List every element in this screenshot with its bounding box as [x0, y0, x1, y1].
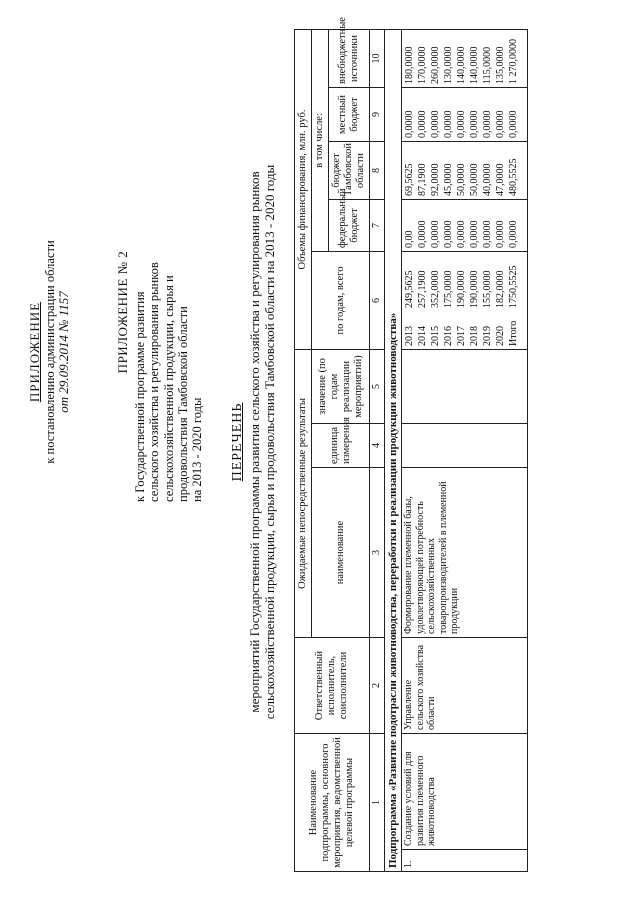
federal-values-value: 0,0000 [508, 220, 520, 248]
measure-executor: Управление сельского хозяйства области [402, 638, 522, 734]
total-column-value: 249,5625 [404, 270, 416, 308]
total-column-value: 1750,5525 [508, 265, 520, 308]
column-number: 8 [370, 142, 385, 200]
measure-row [402, 29, 522, 871]
years-column-value: 2014 [417, 326, 429, 346]
years-column-value: 2020 [495, 326, 507, 346]
by-years-header: по годам, всего [312, 252, 370, 350]
spacer-cell [521, 424, 528, 468]
years-column-value: 2019 [482, 326, 494, 346]
federal-column [402, 200, 522, 252]
total-column-value: 155,0000 [482, 270, 494, 308]
result-name-header: наименование [312, 468, 370, 638]
spacer-cell [521, 850, 528, 872]
appendix-2-line: продовольствия Тамбовской области [176, 306, 191, 502]
extra-column [402, 29, 522, 87]
regional-values-value: 87,1900 [417, 163, 429, 196]
total-column-value: 175,0000 [443, 270, 455, 308]
appendix-header [28, 112, 72, 592]
spacer-cell [521, 638, 528, 734]
federal-values-value: 0,0000 [456, 220, 468, 248]
extra-values-value: 135,0000 [495, 46, 507, 84]
extra-values-value: 180,0000 [404, 46, 416, 84]
total-column [403, 266, 520, 309]
column-number: 9 [370, 88, 385, 142]
local-values-value: 0,0000 [430, 110, 442, 138]
total-column-value: 190,0000 [469, 270, 481, 308]
years-column-value: 2017 [456, 326, 468, 346]
extra-values-value: 140,0000 [456, 46, 468, 84]
column-number: 4 [370, 424, 385, 468]
spacer-cell [521, 252, 528, 350]
federal-values-value: 0,0000 [430, 220, 442, 248]
including-header: в том числе: [312, 29, 329, 251]
federal-values [403, 203, 520, 248]
col2-header: Ответственный исполнитель, соисполнители [295, 638, 370, 734]
column-number: 3 [370, 468, 385, 638]
regional-values-value: 69,5625 [404, 163, 416, 196]
extra-values-value: 260,0000 [430, 46, 442, 84]
local-values-value: 0,0000 [443, 110, 455, 138]
extra-values-value: 115,0000 [482, 46, 494, 84]
measure-name: Создание условий для развития племенного животноводства [402, 734, 522, 850]
years-column [403, 308, 520, 346]
extra-values-value: 140,0000 [469, 46, 481, 84]
local-values-value: 0,0000 [404, 110, 416, 138]
appendix-2-line: на 2013 - 2020 годы [190, 397, 205, 502]
column-number: 5 [370, 350, 385, 424]
table-bottom [521, 29, 528, 871]
regional-values-value: 40,0000 [482, 163, 494, 196]
spacer-cell [521, 142, 528, 200]
regional-header: бюджет Тамбовской области [329, 142, 370, 200]
column-number: 10 [370, 29, 385, 87]
appendix-2-line: сельского хозяйства и регулирования рынков [147, 262, 162, 502]
header-row-1 [295, 29, 312, 871]
appendix-line-1: к постановлению администрации области [42, 240, 57, 464]
result-unit-header: единица измерения [312, 424, 370, 468]
list-subtitle-1: мероприятий Государственной программы развития сельского хозяйства и регулирования рынков [247, 171, 263, 713]
extra-values-value: 170,0000 [417, 46, 429, 84]
regional-values [403, 145, 520, 196]
list-title: ПЕРЕЧЕНЬ [230, 402, 245, 482]
local-values-value: 0,0000 [417, 110, 429, 138]
regional-values-value: 92,0000 [430, 163, 442, 196]
col1-header: Наименование подпрограммы, основного мероприятия, ведомственной целевой программы [295, 734, 370, 872]
local-values-value: 0,0000 [469, 110, 481, 138]
result-value-cell [402, 350, 522, 424]
local-values-value: 0,0000 [508, 110, 520, 138]
federal-values-value: 0,0000 [495, 220, 507, 248]
column-number: 1 [370, 734, 385, 872]
column-numbers-row [370, 29, 385, 871]
measure-result: Формирование племенной базы, удовлетворяющей потребность сельскохозяйственных товаропроизводителей в племенной продукции [402, 468, 522, 638]
column-number: 2 [370, 638, 385, 734]
extra-header: внебюджетные источники [329, 29, 370, 87]
years-column-value: 2018 [469, 326, 481, 346]
federal-values-value: 0,0000 [469, 220, 481, 248]
appendix-2-line: сельскохозяйственной продукции, сырья и [161, 275, 176, 502]
regional-values-value: 50,0000 [456, 163, 468, 196]
regional-values-value: 45,0000 [443, 163, 455, 196]
list-subtitle-2: сельскохозяйственной продукции, сырья и продовольствия Тамбовской области на 2013 - 2020 годы [262, 164, 278, 720]
spacer-cell [521, 200, 528, 252]
appendix-2-header [116, 122, 205, 502]
measures-table [294, 17, 528, 872]
local-column [402, 88, 522, 142]
column-number: 7 [370, 200, 385, 252]
appendix-2-line: к Государственной программе развития [132, 291, 147, 502]
list-heading [230, 32, 278, 852]
appendix-2-title: ПРИЛОЖЕНИЕ № 2 [115, 250, 130, 374]
results-header: Ожидаемые непосредственные результаты [295, 350, 312, 638]
regional-column [402, 142, 522, 200]
years-column-value: 2013 [404, 326, 416, 346]
spacer-cell [521, 29, 528, 87]
years-column-value: 2015 [430, 326, 442, 346]
extra-values-value: 130,0000 [443, 46, 455, 84]
result-value-header: значение (по годам реализации мероприятий) [312, 350, 370, 424]
federal-header: федеральный бюджет [329, 200, 370, 252]
row-number: 1. [402, 850, 522, 872]
federal-values-value: 0,0000 [417, 220, 429, 248]
years-and-totals-cell [402, 252, 522, 350]
spacer-cell [521, 734, 528, 850]
subprogram-title: Подпрограмма «Развитие подотрасли животноводства, переработки и реализации продукции животноводства» [384, 29, 402, 871]
result-unit-cell [402, 424, 522, 468]
regional-values-value: 47,0000 [495, 163, 507, 196]
local-values [403, 91, 520, 138]
subprogram-row [384, 29, 402, 871]
regional-values-value: 50,0000 [469, 163, 481, 196]
total-column-value: 182,0000 [495, 270, 507, 308]
extra-values-value: 1 270,0000 [508, 39, 520, 84]
federal-values-value: 0,0000 [482, 220, 494, 248]
local-values-value: 0,0000 [482, 110, 494, 138]
total-column-value: 190,0000 [456, 270, 468, 308]
appendix-title: ПРИЛОЖЕНИЕ [27, 301, 42, 403]
total-column-value: 257,1900 [417, 270, 429, 308]
spacer-cell [521, 468, 528, 638]
total-column-value: 352,0000 [430, 270, 442, 308]
federal-values-value: 0,0000 [443, 220, 455, 248]
federal-values-value: 0,00 [404, 230, 416, 248]
spacer-cell [521, 350, 528, 424]
local-values-value: 0,0000 [456, 110, 468, 138]
column-number: 6 [370, 252, 385, 350]
regional-values-value: 480,5525 [508, 158, 520, 196]
appendix-date-number: от 29.09.2014 № 1157 [56, 291, 72, 413]
years-column-value: Итого [508, 320, 520, 346]
extra-values [403, 33, 520, 84]
finance-header: Объемы финансирования, млн. руб. [295, 29, 312, 349]
local-values-value: 0,0000 [495, 110, 507, 138]
document-page [20, 12, 620, 892]
local-header: местный бюджет [329, 88, 370, 142]
spacer-cell [521, 88, 528, 142]
years-column-value: 2016 [443, 326, 455, 346]
